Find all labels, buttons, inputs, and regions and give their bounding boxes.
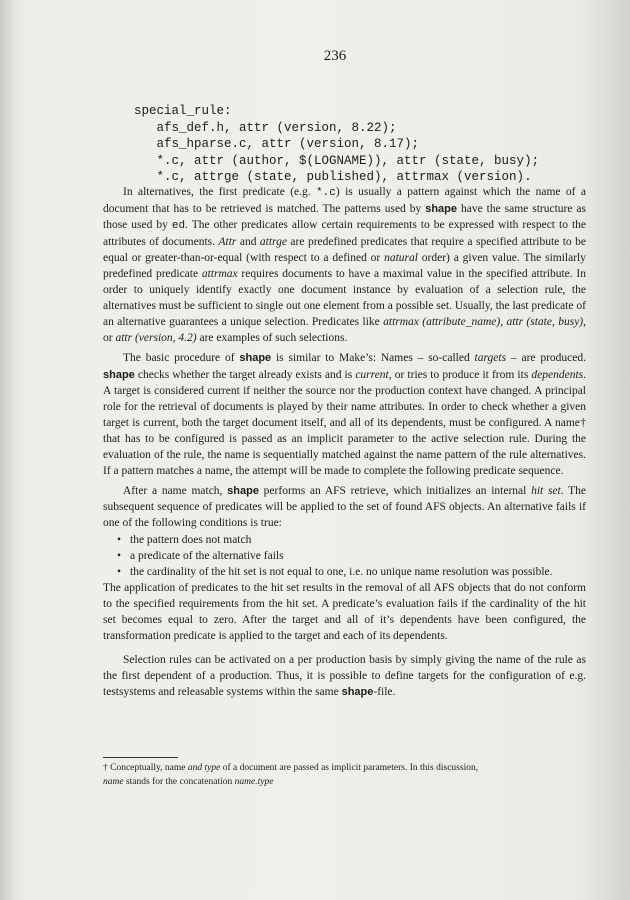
code-line: *.c, attrge (state, published), attrmax (version). <box>134 170 532 185</box>
bullet-icon: • <box>117 533 122 546</box>
list-item: • the cardinality of the hit set is not equal to one, i.e. no unique name resolution was possible. <box>105 564 586 580</box>
inline-code: *.c <box>316 187 336 199</box>
page-gutter-shadow <box>0 0 14 900</box>
paragraph-name-match: After a name match, shape performs an AFS retrieve, which initializes an internal hit set. The subsequent sequence of predicates will be applied to the set of found AFS objects. An alternative fails if one of the following conditions is true: <box>103 484 587 529</box>
shape-keyword: shape <box>227 484 259 497</box>
footnote-rule <box>103 757 178 758</box>
failure-conditions-list <box>103 532 586 580</box>
shape-keyword: shape <box>103 368 135 381</box>
code-line: afs_hparse.c, attr (version, 8.17); <box>134 137 420 152</box>
footnote: † Conceptually, name and type of a document are passed as implicit parameters. In this discussion, name stands for the concatenation name.type <box>103 763 479 787</box>
page-number: 236 <box>323 48 347 64</box>
paragraph-predicates: The application of predicates to the hit set results in the removal of all AFS objects that do not conform to the specified requirements from the hit set. A predicate’s evaluation fails if the cardinality of the hit set becomes equal to zero. After the target and all of it’s dependents have been configured, the transformation predicate is applied to the target and each of its dependents. <box>103 582 586 643</box>
code-block <box>134 103 539 186</box>
code-line: special_rule: <box>134 104 232 118</box>
code-line: *.c, attr (author, $(LOGNAME)), attr (state, busy); <box>134 153 540 168</box>
shape-keyword: shape <box>239 352 272 365</box>
body-text <box>103 184 586 700</box>
inline-code: ed <box>171 220 186 233</box>
paragraph-basic-procedure: The basic procedure of shape is similar to Make’s: Names – so-called targets – are produced. shape checks whether the target already exists and is current, or tries to produce it from its dependents. A target is considered current if neither the source nor the production context have changed. A principal role for the retrieval of documents is played by their name attributes. In order to check whether a given target is current, both the target document itself, and all of its dependents, must be configured. A name† that has to be configured is passed as an implicit parameter to the active selection rule. During the evaluation of the rule, the name is sequentially matched against the name pattern of the rule alternatives. If a pattern matches a name, the attempt will be made to complete the following predicate sequence. <box>103 352 587 477</box>
shape-keyword: shape <box>425 203 458 216</box>
paragraph-selection-rules: Selection rules can be activated on a per production basis by simply giving the name of the rule as the first dependent of a production. Thus, it is possible to define targets for the configuration of e.g. testsystems and releasable systems within the same shape-file. <box>103 654 586 699</box>
bullet-icon: • <box>117 566 122 579</box>
paragraph-alternatives: In alternatives, the first predicate (e.g. *.c) is usually a pattern against which the name of a document that has to be retrieved is matched. The patterns used by shape have the same structure as those used by ed. The other predicates allow certain requirements to be expressed with respect to the attributes of documents. Attr and attrge are predefined predicates that require a specified attribute to be equal or greater-than-or-equal (with respect to a defined or natural order) a given value. The similarly predefined predicate attrmax requires documents to have a maximal value in the specified attribute. In order to uniquely identify exactly one document instance by evaluation of a selection rule, the alternatives must be sufficient to single out one element from a possible set. Usually, the last predicate of an alternative guarantees a unique selection. Predicates like attrmax (attribute_name), attr (state, busy), or attr (version, 4.2) are examples of such selections. <box>103 186 587 345</box>
bullet-icon: • <box>117 550 122 563</box>
list-item: • the pattern does not match <box>105 532 586 548</box>
list-item: • a predicate of the alternative fails <box>105 548 586 564</box>
shape-keyword: shape <box>341 686 374 699</box>
code-line: afs_def.h, attr (version, 8.22); <box>134 120 397 135</box>
